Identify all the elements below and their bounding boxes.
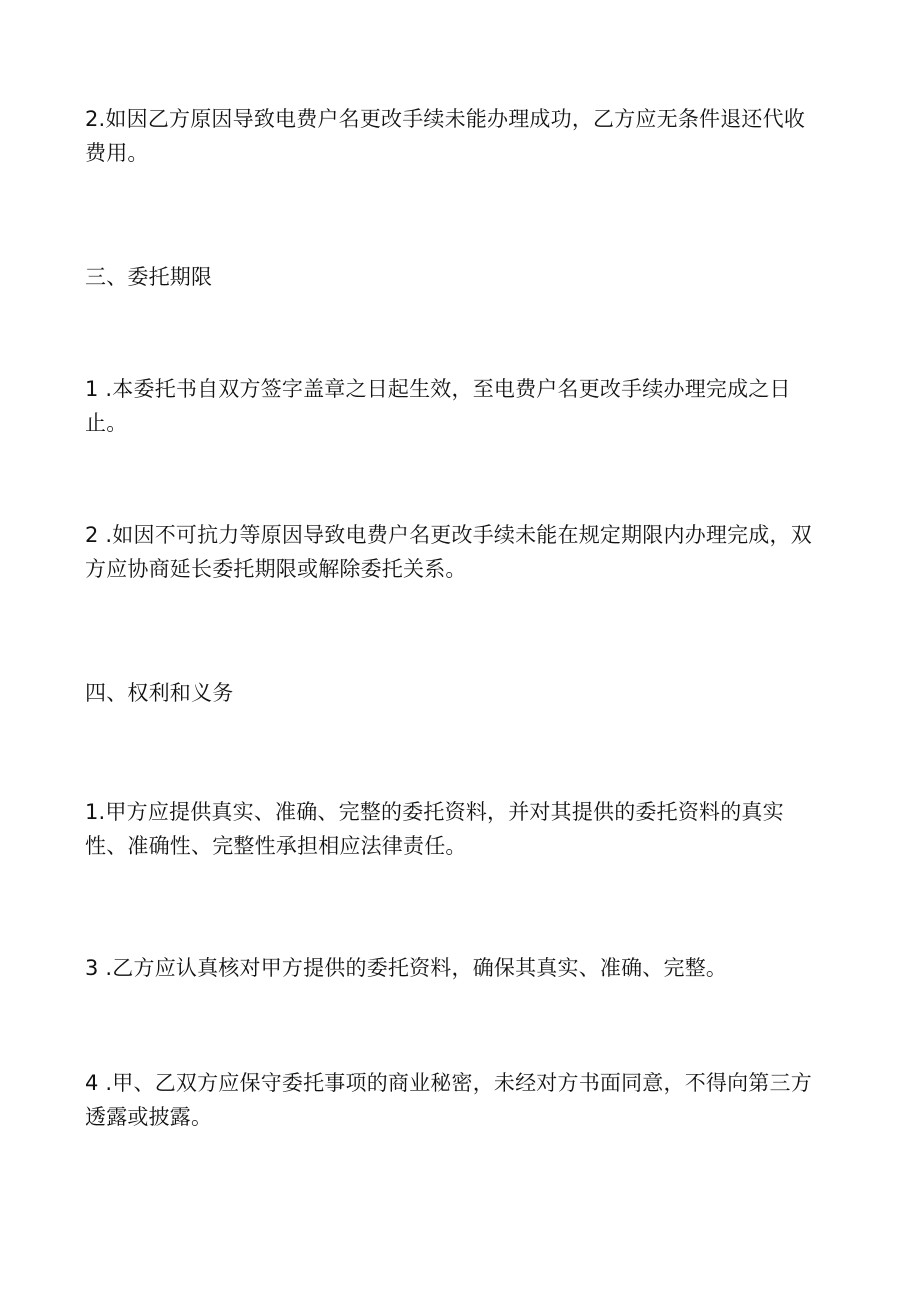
clause-2-force-majeure: 2 .如因不可抗力等原因导致电费户名更改手续未能在规定期限内办理完成，双方应协商延长委托期限或解除委托关系。 bbox=[85, 523, 812, 581]
clause-3-party-b-verification: 3 .乙方应认真核对甲方提供的委托资料，确保其真实、准确、完整。 bbox=[85, 956, 728, 980]
clause-4-confidentiality: 4 .甲、乙双方应保守委托事项的商业秘密，未经对方书面同意，不得向第三方透露或披露。 bbox=[85, 1071, 812, 1129]
section-heading-delegation-period: 三、委托期限 bbox=[85, 265, 213, 289]
clause-1-party-a-materials: 1.甲方应提供真实、准确、完整的委托资料，并对其提供的委托资料的真实性、准确性、完整性承担相应法律责任。 bbox=[85, 800, 784, 858]
clause-2-refund: 2.如因乙方原因导致电费户名更改手续未能办理成功，乙方应无条件退还代收费用。 bbox=[85, 107, 806, 165]
clause-1-effective-date: 1 .本委托书自双方签字盖章之日起生效，至电费户名更改手续办理完成之日止。 bbox=[85, 377, 791, 435]
section-heading-rights-obligations: 四、权利和义务 bbox=[85, 681, 234, 705]
